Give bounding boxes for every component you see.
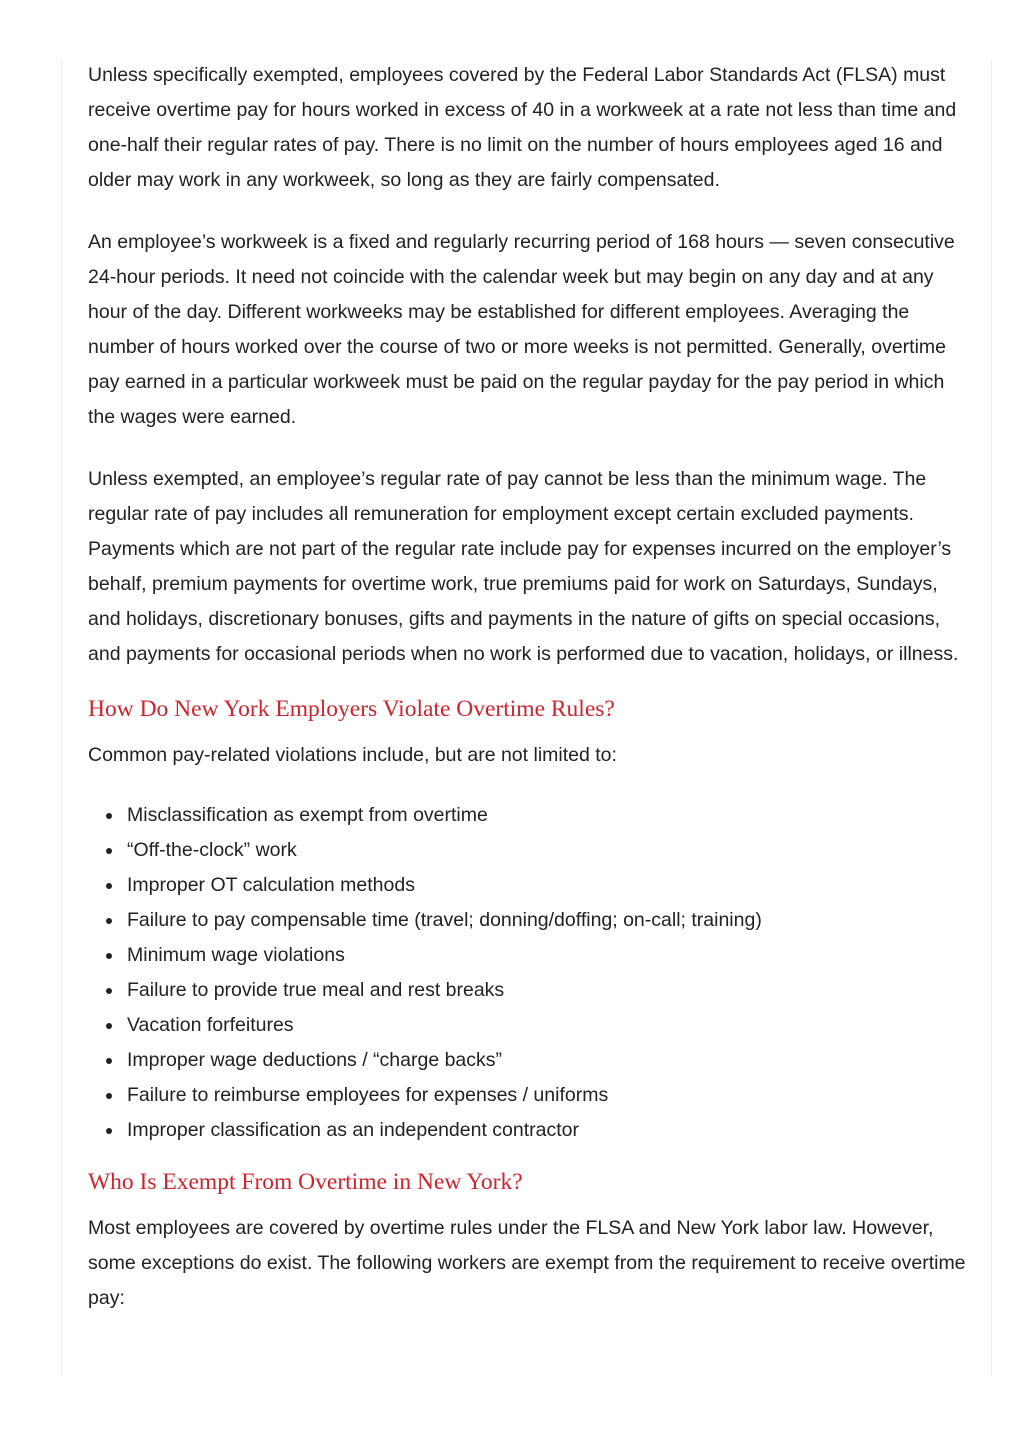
bullet-icon bbox=[106, 953, 112, 959]
list-item bbox=[88, 1078, 968, 1113]
list-item bbox=[88, 1113, 968, 1148]
regular-rate-paragraph: Unless exempted, an employee’s regular rate of pay cannot be less than the minimum wage. The regular rate of pay includes all remuneration for employment except certain excluded payments. Payments which are not part of the regular rate include pay for expenses incurred on the employer’s behalf, premium payments for overtime work, true premiums paid for work on Saturdays, Sundays, and holidays, discretionary bonuses, gifts and payments in the nature of gifts on special occasions, and payments for occasional periods when no work is performed due to vacation, holidays, or illness. bbox=[88, 468, 959, 665]
bullet-icon bbox=[106, 813, 112, 819]
article-panel bbox=[61, 60, 992, 1376]
list-item-text: “Off-the-clock” work bbox=[127, 839, 297, 861]
list-item bbox=[88, 833, 968, 868]
list-item bbox=[88, 973, 968, 1008]
list-item-text: Minimum wage violations bbox=[127, 944, 345, 966]
list-item bbox=[88, 1043, 968, 1078]
list-item bbox=[88, 798, 968, 833]
list-item-text: Vacation forfeitures bbox=[127, 1014, 294, 1036]
exempt-intro: Most employees are covered by overtime rules under the FLSA and New York labor law. However, some exceptions do exist. The following workers are exempt from the requirement to receive overtime pay: bbox=[88, 1217, 966, 1309]
list-item-text: Failure to pay compensable time (travel; donning/doffing; on-call; training) bbox=[127, 909, 762, 931]
bullet-icon bbox=[106, 1023, 112, 1029]
list-item bbox=[88, 1008, 968, 1043]
bullet-icon bbox=[106, 1093, 112, 1099]
bullet-icon bbox=[106, 1128, 112, 1134]
list-item-text: Improper wage deductions / “charge backs” bbox=[127, 1049, 503, 1071]
list-item bbox=[88, 938, 968, 973]
list-item-text: Improper OT calculation methods bbox=[127, 874, 415, 896]
violations-list bbox=[88, 798, 968, 1148]
overtime-intro-paragraph: Unless specifically exempted, employees covered by the Federal Labor Standards Act (FLSA) must receive overtime pay for hours worked in excess of 40 in a workweek at a rate not less than time and one-half their regular rates of pay. There is no limit on the number of hours employees aged 16 and older may work in any workweek, so long as they are fairly compensated. bbox=[88, 64, 957, 191]
article-content bbox=[88, 60, 968, 1316]
bullet-icon bbox=[106, 883, 112, 889]
bullet-icon bbox=[106, 918, 112, 924]
exempt-heading: Who Is Exempt From Overtime in New York? bbox=[88, 1169, 523, 1195]
bullet-icon bbox=[106, 1058, 112, 1064]
violations-heading: How Do New York Employers Violate Overtime Rules? bbox=[88, 696, 615, 722]
list-item bbox=[88, 868, 968, 903]
bullet-icon bbox=[106, 848, 112, 854]
list-item-text: Failure to reimburse employees for expenses / uniforms bbox=[127, 1084, 609, 1106]
list-item-text: Failure to provide true meal and rest breaks bbox=[127, 979, 505, 1001]
violations-intro: Common pay-related violations include, but are not limited to: bbox=[88, 744, 617, 766]
list-item-text: Improper classification as an independent contractor bbox=[127, 1119, 580, 1141]
list-item-text: Misclassification as exempt from overtime bbox=[127, 804, 488, 826]
bullet-icon bbox=[106, 988, 112, 994]
workweek-paragraph: An employee’s workweek is a fixed and regularly recurring period of 168 hours — seven consecutive 24-hour periods. It need not coincide with the calendar week but may begin on any day and at any hour of the day. Different workweeks may be established for different employees. Averaging the number of hours worked over the course of two or more weeks is not permitted. Generally, overtime pay earned in a particular workweek must be paid on the regular payday for the pay period in which the wages were earned. bbox=[88, 231, 955, 428]
list-item bbox=[88, 903, 968, 938]
